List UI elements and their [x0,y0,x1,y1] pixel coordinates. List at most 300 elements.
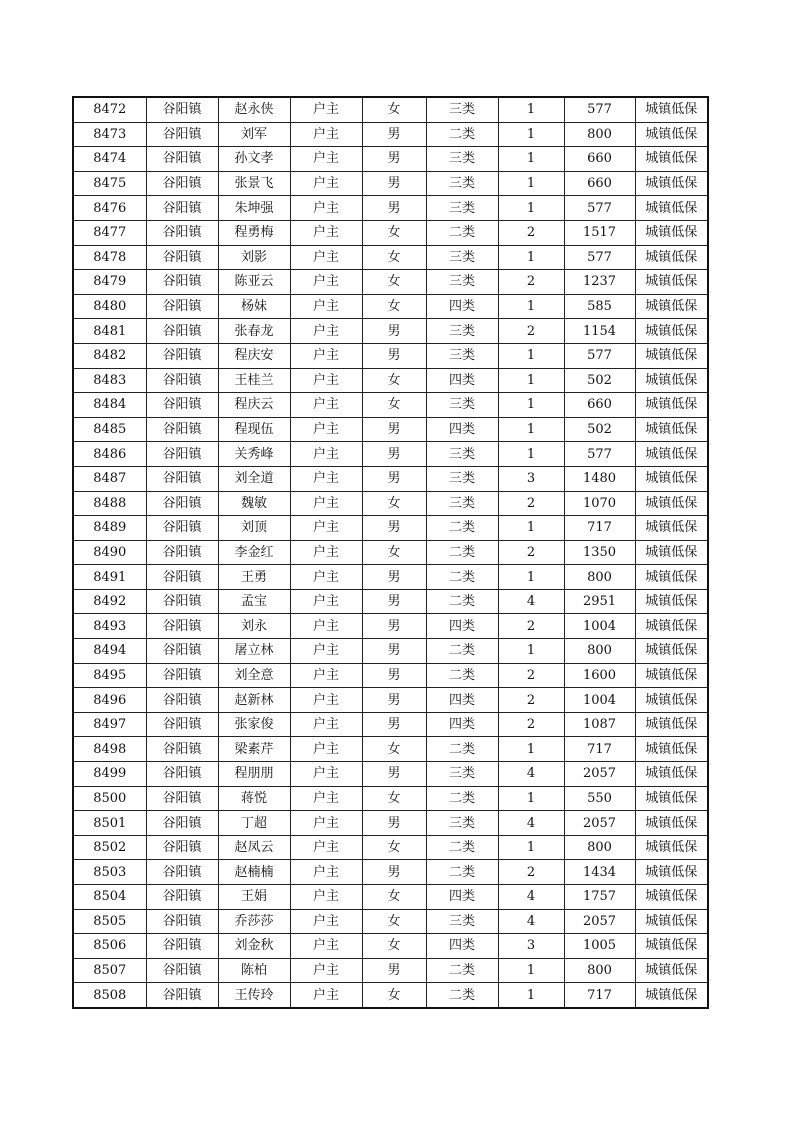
household-size-cell: 1 [498,147,564,172]
gender-cell: 女 [362,393,426,418]
town-cell: 谷阳镇 [146,368,218,393]
relation-cell: 户主 [290,393,362,418]
relation-cell: 户主 [290,712,362,737]
benefit-type-cell: 城镇低保 [635,466,708,491]
record-number-cell: 8476 [73,196,146,221]
name-cell: 屠立林 [218,639,290,664]
town-cell: 谷阳镇 [146,466,218,491]
table-row [73,860,708,885]
benefit-type-cell: 城镇低保 [635,270,708,295]
household-size-cell: 1 [498,294,564,319]
record-number-cell: 8507 [73,958,146,983]
amount-cell: 800 [564,835,635,860]
benefit-type-cell: 城镇低保 [635,393,708,418]
town-cell: 谷阳镇 [146,663,218,688]
amount-cell: 502 [564,417,635,442]
gender-cell: 男 [362,417,426,442]
town-cell: 谷阳镇 [146,614,218,639]
gender-cell: 男 [362,712,426,737]
benefit-type-cell: 城镇低保 [635,122,708,147]
category-cell: 四类 [426,885,498,910]
benefit-type-cell: 城镇低保 [635,368,708,393]
amount-cell: 577 [564,196,635,221]
relation-cell: 户主 [290,442,362,467]
table-row [73,393,708,418]
gender-cell: 男 [362,565,426,590]
relation-cell: 户主 [290,565,362,590]
town-cell: 谷阳镇 [146,171,218,196]
record-number-cell: 8502 [73,835,146,860]
category-cell: 四类 [426,417,498,442]
name-cell: 赵永侠 [218,97,290,122]
relation-cell: 户主 [290,540,362,565]
record-number-cell: 8504 [73,885,146,910]
household-size-cell: 2 [498,688,564,713]
record-number-cell: 8485 [73,417,146,442]
category-cell: 三类 [426,270,498,295]
table-row [73,663,708,688]
town-cell: 谷阳镇 [146,688,218,713]
table-row [73,97,708,122]
benefit-type-cell: 城镇低保 [635,688,708,713]
benefit-type-cell: 城镇低保 [635,516,708,541]
benefit-type-cell: 城镇低保 [635,491,708,516]
household-size-cell: 1 [498,417,564,442]
category-cell: 四类 [426,368,498,393]
amount-cell: 1757 [564,885,635,910]
table-row [73,688,708,713]
household-size-cell: 4 [498,811,564,836]
benefit-type-cell: 城镇低保 [635,762,708,787]
record-number-cell: 8482 [73,343,146,368]
relation-cell: 户主 [290,220,362,245]
gender-cell: 女 [362,97,426,122]
gender-cell: 女 [362,737,426,762]
table-row [73,786,708,811]
amount-cell: 577 [564,442,635,467]
benefit-type-cell: 城镇低保 [635,417,708,442]
amount-cell: 2057 [564,762,635,787]
benefit-type-cell: 城镇低保 [635,786,708,811]
gender-cell: 男 [362,663,426,688]
amount-cell: 800 [564,639,635,664]
relation-cell: 户主 [290,885,362,910]
amount-cell: 1087 [564,712,635,737]
town-cell: 谷阳镇 [146,934,218,959]
category-cell: 二类 [426,860,498,885]
benefit-type-cell: 城镇低保 [635,983,708,1008]
town-cell: 谷阳镇 [146,909,218,934]
category-cell: 三类 [426,491,498,516]
gender-cell: 男 [362,762,426,787]
gender-cell: 男 [362,860,426,885]
gender-cell: 男 [362,196,426,221]
record-number-cell: 8487 [73,466,146,491]
town-cell: 谷阳镇 [146,860,218,885]
name-cell: 赵新林 [218,688,290,713]
relation-cell: 户主 [290,466,362,491]
name-cell: 赵凤云 [218,835,290,860]
household-size-cell: 2 [498,491,564,516]
record-number-cell: 8499 [73,762,146,787]
benefit-type-cell: 城镇低保 [635,294,708,319]
amount-cell: 717 [564,983,635,1008]
table-row [73,737,708,762]
relation-cell: 户主 [290,762,362,787]
table-row [73,614,708,639]
name-cell: 程朋朋 [218,762,290,787]
relation-cell: 户主 [290,245,362,270]
amount-cell: 2951 [564,589,635,614]
table-row [73,516,708,541]
town-cell: 谷阳镇 [146,319,218,344]
household-size-cell: 1 [498,122,564,147]
table-row [73,245,708,270]
town-cell: 谷阳镇 [146,196,218,221]
relation-cell: 户主 [290,958,362,983]
relation-cell: 户主 [290,835,362,860]
record-number-cell: 8489 [73,516,146,541]
benefit-type-cell: 城镇低保 [635,319,708,344]
amount-cell: 577 [564,245,635,270]
household-size-cell: 2 [498,614,564,639]
record-number-cell: 8496 [73,688,146,713]
table-row [73,811,708,836]
category-cell: 三类 [426,97,498,122]
record-number-cell: 8503 [73,860,146,885]
household-size-cell: 3 [498,934,564,959]
record-number-cell: 8492 [73,589,146,614]
town-cell: 谷阳镇 [146,516,218,541]
table-row [73,983,708,1008]
town-cell: 谷阳镇 [146,885,218,910]
name-cell: 程庆安 [218,343,290,368]
name-cell: 孙文孝 [218,147,290,172]
relation-cell: 户主 [290,688,362,713]
household-size-cell: 1 [498,737,564,762]
benefit-type-cell: 城镇低保 [635,663,708,688]
amount-cell: 585 [564,294,635,319]
relation-cell: 户主 [290,589,362,614]
amount-cell: 1070 [564,491,635,516]
gender-cell: 男 [362,147,426,172]
gender-cell: 女 [362,934,426,959]
amount-cell: 1600 [564,663,635,688]
name-cell: 李金红 [218,540,290,565]
table-row [73,712,708,737]
name-cell: 张家俊 [218,712,290,737]
benefit-type-cell: 城镇低保 [635,614,708,639]
category-cell: 二类 [426,786,498,811]
name-cell: 刘顶 [218,516,290,541]
gender-cell: 女 [362,885,426,910]
record-number-cell: 8506 [73,934,146,959]
benefit-type-cell: 城镇低保 [635,909,708,934]
name-cell: 刘金秋 [218,934,290,959]
amount-cell: 660 [564,393,635,418]
household-size-cell: 1 [498,245,564,270]
town-cell: 谷阳镇 [146,417,218,442]
amount-cell: 1517 [564,220,635,245]
relation-cell: 户主 [290,737,362,762]
category-cell: 二类 [426,958,498,983]
town-cell: 谷阳镇 [146,737,218,762]
amount-cell: 1480 [564,466,635,491]
name-cell: 刘永 [218,614,290,639]
relation-cell: 户主 [290,934,362,959]
benefit-type-cell: 城镇低保 [635,147,708,172]
name-cell: 魏敏 [218,491,290,516]
name-cell: 王传玲 [218,983,290,1008]
household-size-cell: 2 [498,663,564,688]
town-cell: 谷阳镇 [146,294,218,319]
welfare-roster-table [72,96,709,1009]
town-cell: 谷阳镇 [146,983,218,1008]
benefit-type-cell: 城镇低保 [635,442,708,467]
name-cell: 张景飞 [218,171,290,196]
record-number-cell: 8491 [73,565,146,590]
category-cell: 三类 [426,147,498,172]
record-number-cell: 8497 [73,712,146,737]
town-cell: 谷阳镇 [146,958,218,983]
amount-cell: 1005 [564,934,635,959]
table-row [73,368,708,393]
relation-cell: 户主 [290,860,362,885]
relation-cell: 户主 [290,663,362,688]
name-cell: 程现伍 [218,417,290,442]
category-cell: 三类 [426,245,498,270]
gender-cell: 女 [362,983,426,1008]
relation-cell: 户主 [290,171,362,196]
table-row [73,762,708,787]
category-cell: 四类 [426,614,498,639]
household-size-cell: 2 [498,860,564,885]
name-cell: 朱坤强 [218,196,290,221]
table-row [73,122,708,147]
household-size-cell: 1 [498,958,564,983]
category-cell: 二类 [426,983,498,1008]
household-size-cell: 2 [498,712,564,737]
name-cell: 丁超 [218,811,290,836]
record-number-cell: 8481 [73,319,146,344]
benefit-type-cell: 城镇低保 [635,565,708,590]
town-cell: 谷阳镇 [146,712,218,737]
gender-cell: 男 [362,614,426,639]
category-cell: 三类 [426,811,498,836]
relation-cell: 户主 [290,270,362,295]
table-row [73,294,708,319]
relation-cell: 户主 [290,639,362,664]
relation-cell: 户主 [290,614,362,639]
table-row [73,343,708,368]
gender-cell: 女 [362,368,426,393]
relation-cell: 户主 [290,196,362,221]
town-cell: 谷阳镇 [146,811,218,836]
relation-cell: 户主 [290,417,362,442]
benefit-type-cell: 城镇低保 [635,737,708,762]
name-cell: 关秀峰 [218,442,290,467]
table-row [73,171,708,196]
town-cell: 谷阳镇 [146,565,218,590]
gender-cell: 男 [362,343,426,368]
record-number-cell: 8486 [73,442,146,467]
gender-cell: 男 [362,319,426,344]
amount-cell: 1350 [564,540,635,565]
gender-cell: 男 [362,688,426,713]
relation-cell: 户主 [290,786,362,811]
category-cell: 三类 [426,442,498,467]
amount-cell: 2057 [564,909,635,934]
benefit-type-cell: 城镇低保 [635,811,708,836]
category-cell: 三类 [426,343,498,368]
benefit-type-cell: 城镇低保 [635,712,708,737]
household-size-cell: 1 [498,368,564,393]
category-cell: 二类 [426,639,498,664]
household-size-cell: 1 [498,565,564,590]
gender-cell: 女 [362,540,426,565]
gender-cell: 男 [362,171,426,196]
record-number-cell: 8488 [73,491,146,516]
town-cell: 谷阳镇 [146,122,218,147]
name-cell: 程庆云 [218,393,290,418]
record-number-cell: 8484 [73,393,146,418]
household-size-cell: 1 [498,835,564,860]
gender-cell: 男 [362,442,426,467]
table-row [73,491,708,516]
amount-cell: 1004 [564,614,635,639]
category-cell: 二类 [426,122,498,147]
record-number-cell: 8472 [73,97,146,122]
gender-cell: 女 [362,909,426,934]
relation-cell: 户主 [290,983,362,1008]
record-number-cell: 8477 [73,220,146,245]
category-cell: 二类 [426,589,498,614]
benefit-type-cell: 城镇低保 [635,589,708,614]
table-row [73,835,708,860]
table-row [73,417,708,442]
gender-cell: 女 [362,294,426,319]
household-size-cell: 4 [498,589,564,614]
name-cell: 程勇梅 [218,220,290,245]
household-size-cell: 4 [498,909,564,934]
name-cell: 乔莎莎 [218,909,290,934]
town-cell: 谷阳镇 [146,270,218,295]
name-cell: 王勇 [218,565,290,590]
name-cell: 陈亚云 [218,270,290,295]
name-cell: 赵楠楠 [218,860,290,885]
category-cell: 三类 [426,909,498,934]
household-size-cell: 2 [498,270,564,295]
table-body [73,97,708,1008]
relation-cell: 户主 [290,368,362,393]
household-size-cell: 1 [498,442,564,467]
household-size-cell: 1 [498,516,564,541]
category-cell: 二类 [426,663,498,688]
benefit-type-cell: 城镇低保 [635,860,708,885]
benefit-type-cell: 城镇低保 [635,540,708,565]
household-size-cell: 1 [498,639,564,664]
name-cell: 蒋悦 [218,786,290,811]
record-number-cell: 8498 [73,737,146,762]
record-number-cell: 8494 [73,639,146,664]
amount-cell: 577 [564,343,635,368]
amount-cell: 800 [564,122,635,147]
household-size-cell: 1 [498,786,564,811]
gender-cell: 男 [362,516,426,541]
category-cell: 三类 [426,466,498,491]
household-size-cell: 2 [498,220,564,245]
name-cell: 王桂兰 [218,368,290,393]
name-cell: 刘全意 [218,663,290,688]
benefit-type-cell: 城镇低保 [635,220,708,245]
amount-cell: 2057 [564,811,635,836]
table-row [73,589,708,614]
relation-cell: 户主 [290,491,362,516]
record-number-cell: 8473 [73,122,146,147]
record-number-cell: 8475 [73,171,146,196]
household-size-cell: 1 [498,97,564,122]
household-size-cell: 2 [498,540,564,565]
benefit-type-cell: 城镇低保 [635,934,708,959]
category-cell: 四类 [426,712,498,737]
gender-cell: 男 [362,639,426,664]
record-number-cell: 8483 [73,368,146,393]
table-row [73,540,708,565]
name-cell: 梁素芹 [218,737,290,762]
amount-cell: 800 [564,565,635,590]
household-size-cell: 3 [498,466,564,491]
name-cell: 陈柏 [218,958,290,983]
benefit-type-cell: 城镇低保 [635,639,708,664]
benefit-type-cell: 城镇低保 [635,343,708,368]
benefit-type-cell: 城镇低保 [635,171,708,196]
town-cell: 谷阳镇 [146,245,218,270]
name-cell: 刘军 [218,122,290,147]
category-cell: 二类 [426,737,498,762]
gender-cell: 男 [362,589,426,614]
record-number-cell: 8490 [73,540,146,565]
table-row [73,196,708,221]
category-cell: 三类 [426,196,498,221]
category-cell: 二类 [426,565,498,590]
category-cell: 三类 [426,762,498,787]
table-row [73,909,708,934]
record-number-cell: 8480 [73,294,146,319]
record-number-cell: 8474 [73,147,146,172]
category-cell: 二类 [426,220,498,245]
record-number-cell: 8493 [73,614,146,639]
table-row [73,958,708,983]
benefit-type-cell: 城镇低保 [635,97,708,122]
table-row [73,319,708,344]
amount-cell: 502 [564,368,635,393]
town-cell: 谷阳镇 [146,786,218,811]
household-size-cell: 1 [498,171,564,196]
category-cell: 二类 [426,516,498,541]
gender-cell: 女 [362,491,426,516]
amount-cell: 1004 [564,688,635,713]
name-cell: 王娟 [218,885,290,910]
relation-cell: 户主 [290,97,362,122]
benefit-type-cell: 城镇低保 [635,835,708,860]
relation-cell: 户主 [290,516,362,541]
amount-cell: 577 [564,97,635,122]
town-cell: 谷阳镇 [146,835,218,860]
town-cell: 谷阳镇 [146,343,218,368]
amount-cell: 1154 [564,319,635,344]
gender-cell: 女 [362,270,426,295]
gender-cell: 女 [362,835,426,860]
